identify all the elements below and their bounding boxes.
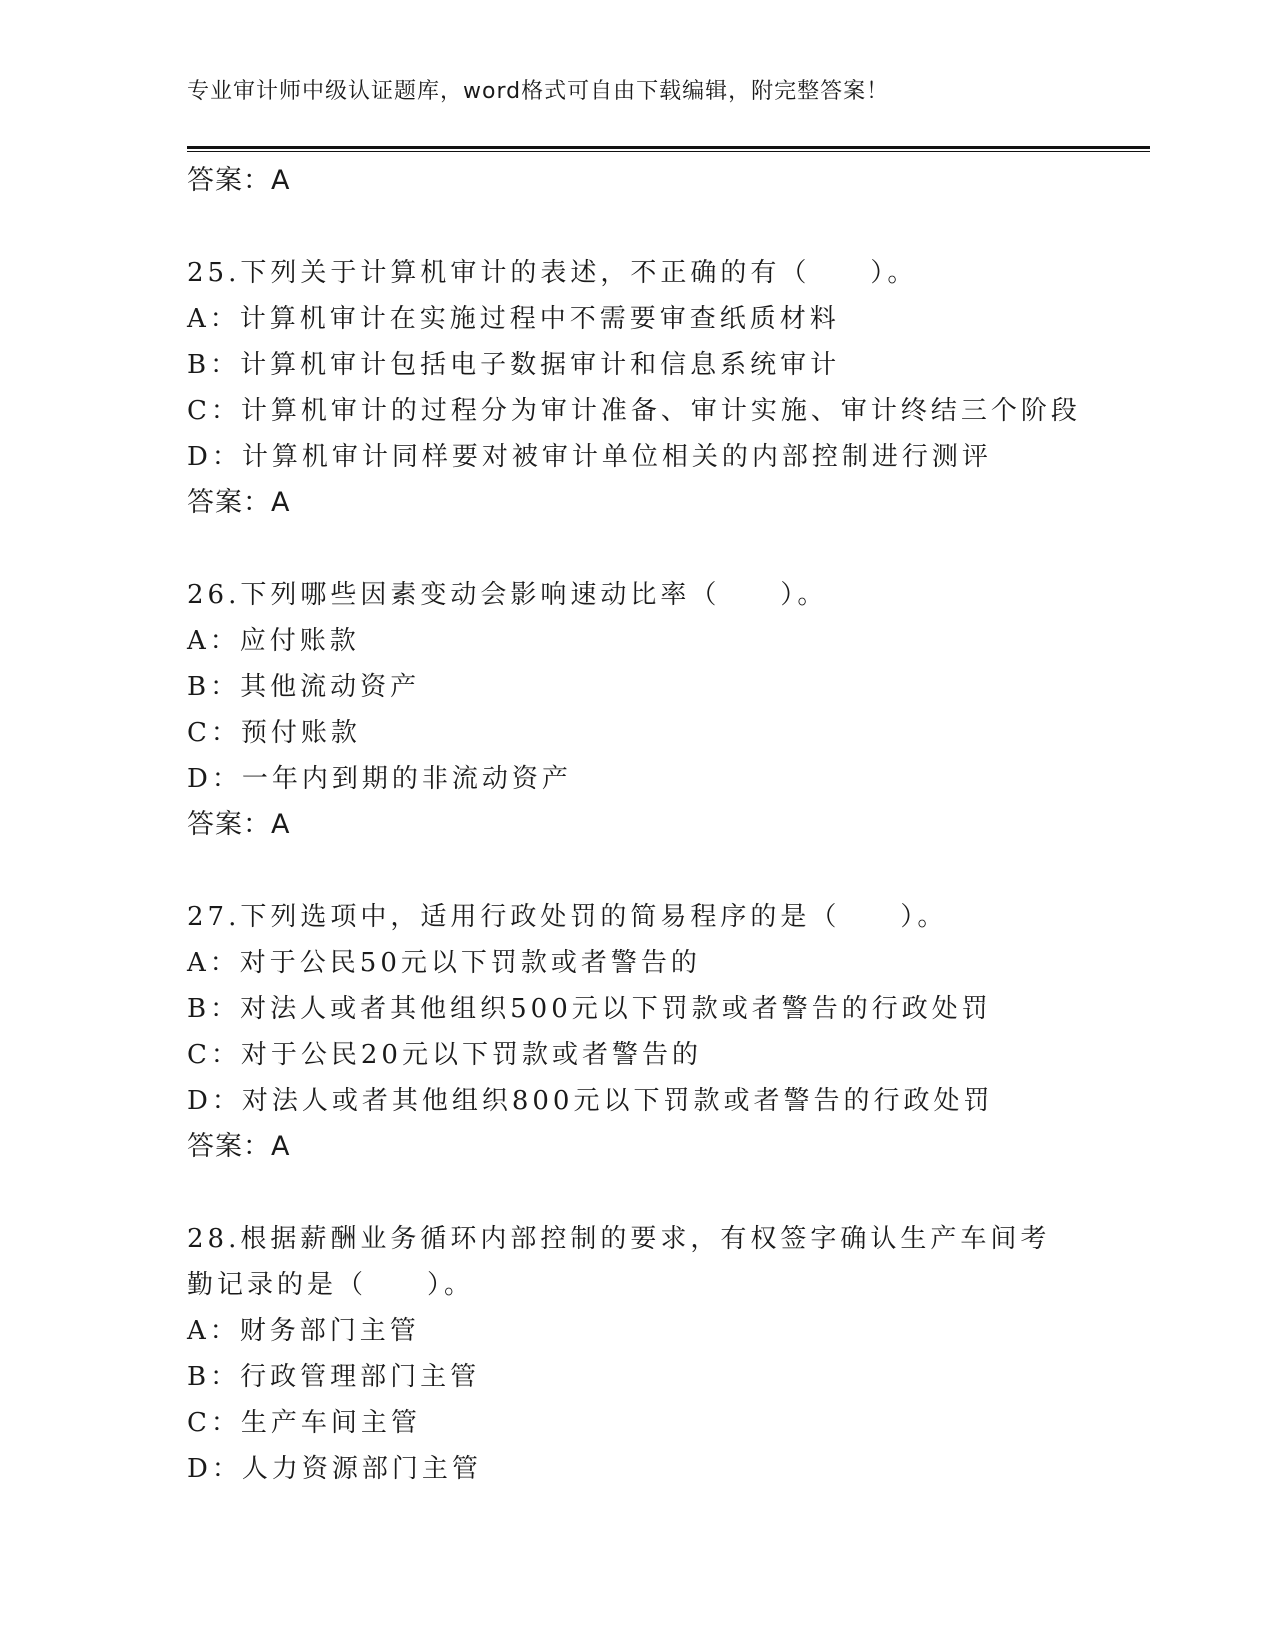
page-header: 专业审计师中级认证题库，word格式可自由下载编辑，附完整答案！ (187, 79, 890, 104)
option-b: B：计算机审计包括电子数据审计和信息系统审计 (187, 350, 841, 380)
question-28 (187, 1216, 1087, 1492)
option-c: C：对于公民20元以下罚款或者警告的 (187, 1040, 702, 1070)
question-27 (187, 894, 1087, 1170)
option-a: A：计算机审计在实施过程中不需要审查纸质材料 (187, 304, 840, 334)
question-stem: 28.根据薪酬业务循环内部控制的要求，有权签字确认生产车间考勤记录的是（ ）。 (187, 1224, 1051, 1300)
option-a: A：对于公民50元以下罚款或者警告的 (187, 948, 701, 978)
answer-line: 答案：A (187, 487, 291, 518)
question-stem: 25.下列关于计算机审计的表述，不正确的有（ ）。 (187, 258, 918, 288)
option-b: B：其他流动资产 (187, 672, 421, 702)
option-c: C：计算机审计的过程分为审计准备、审计实施、审计终结三个阶段 (187, 396, 1081, 426)
option-d: D：人力资源部门主管 (187, 1454, 482, 1484)
question-stem: 27.下列选项中，适用行政处罚的简易程序的是（ ）。 (187, 902, 948, 932)
option-c: C：生产车间主管 (187, 1408, 421, 1438)
option-b: B：行政管理部门主管 (187, 1362, 481, 1392)
header-rule-thin (187, 151, 1150, 152)
answer-line: 答案：A (187, 165, 291, 196)
option-d: D：一年内到期的非流动资产 (187, 764, 572, 794)
option-a: A：财务部门主管 (187, 1316, 420, 1346)
answer-line: 答案：A (187, 1131, 291, 1162)
question-list (187, 158, 1087, 1492)
header-rule-thick (187, 146, 1150, 149)
option-d: D：对法人或者其他组织800元以下罚款或者警告的行政处罚 (187, 1086, 994, 1116)
option-b: B：对法人或者其他组织500元以下罚款或者警告的行政处罚 (187, 994, 992, 1024)
answer-line: 答案：A (187, 809, 291, 840)
question-26 (187, 572, 1087, 848)
question-25 (187, 250, 1087, 526)
option-c: C：预付账款 (187, 718, 361, 748)
option-a: A：应付账款 (187, 626, 360, 656)
option-d: D：计算机审计同样要对被审计单位相关的内部控制进行测评 (187, 442, 992, 472)
question-stem: 26.下列哪些因素变动会影响速动比率（ ）。 (187, 580, 828, 610)
